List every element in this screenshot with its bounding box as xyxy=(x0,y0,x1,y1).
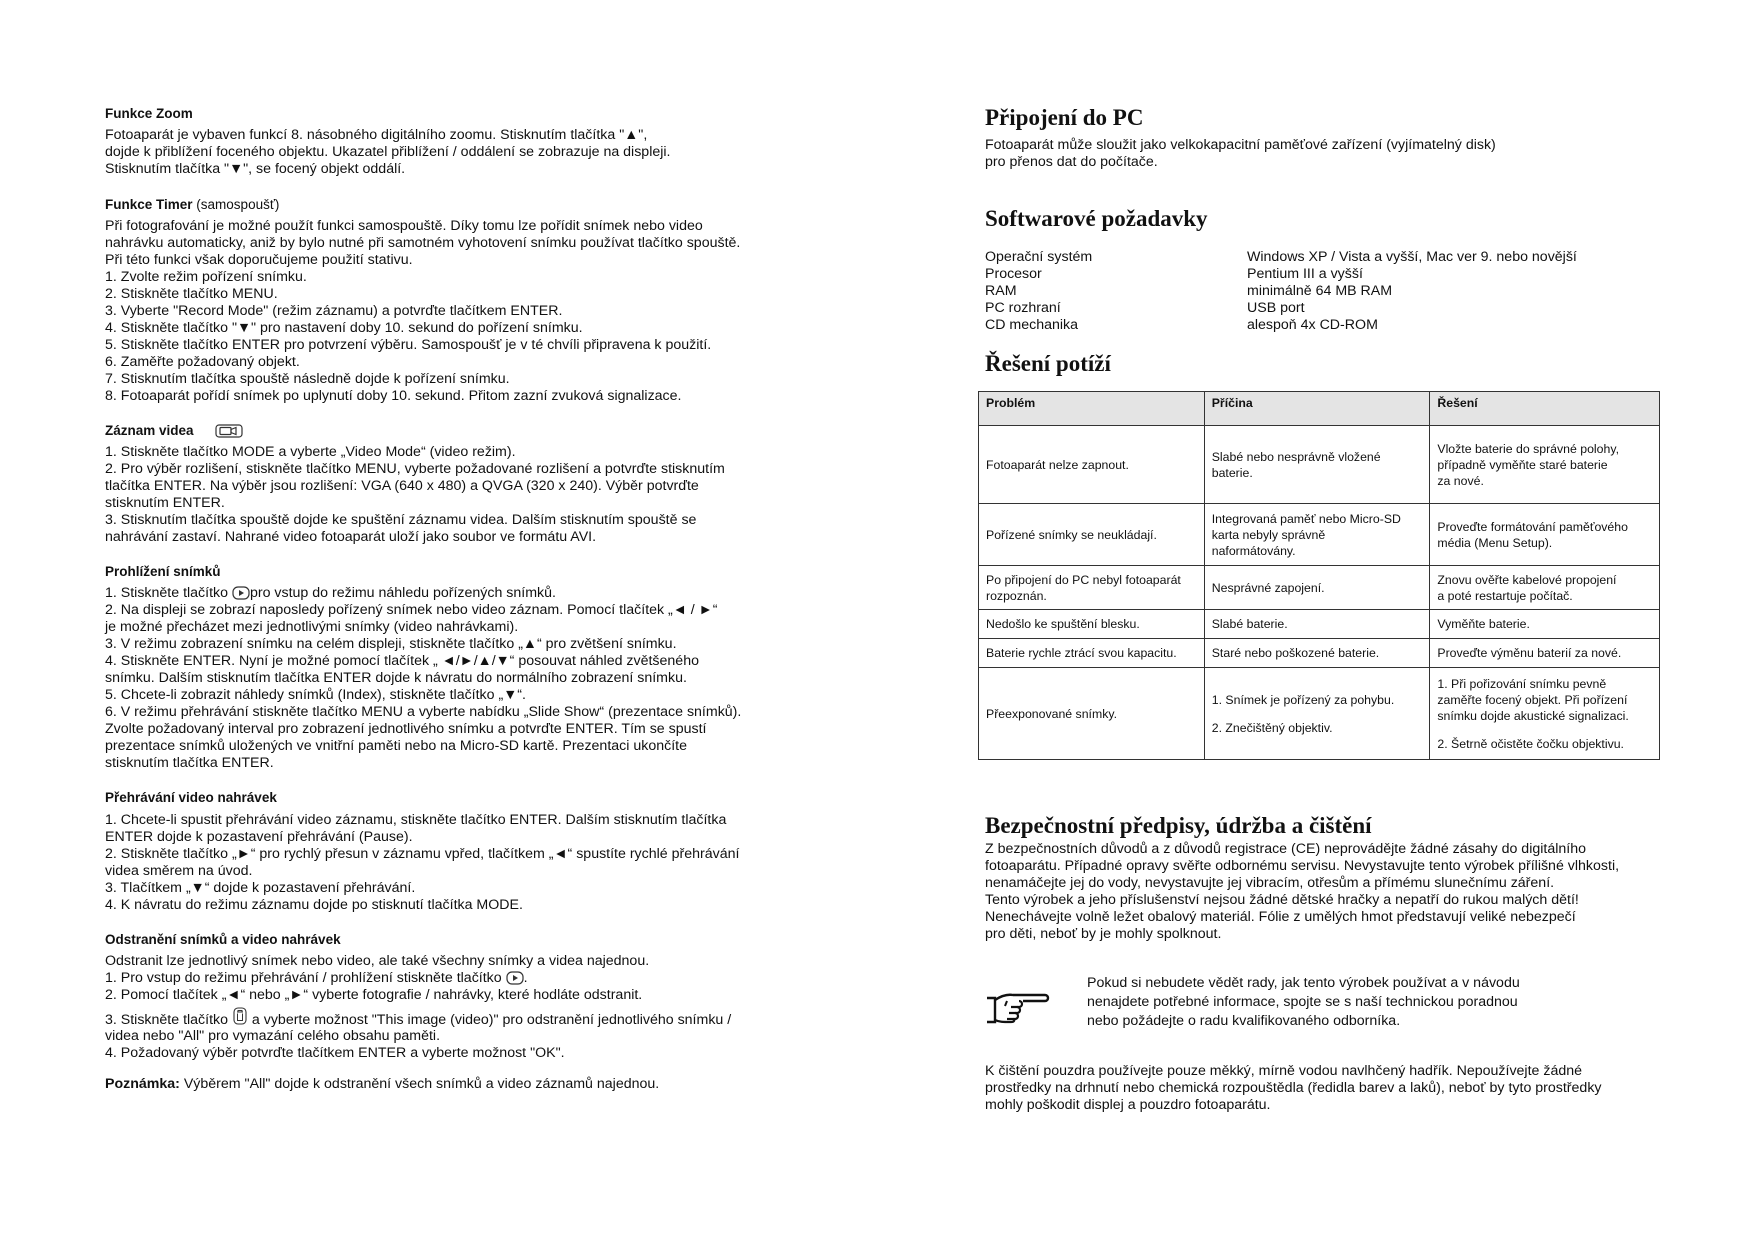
timer-text xyxy=(105,218,805,405)
hint-line: Pokud si nebudete vědět rady, jak tento výrobek používat a v návodu xyxy=(1087,975,1520,991)
cell-line: zaměřte focený objekt. Při pořízení xyxy=(1437,692,1628,707)
hint-text xyxy=(1087,975,1754,1032)
review-line: snímku. Dalším stisknutím tlačítka ENTER dojde k návratu do normálního zobrazení snímku. xyxy=(105,670,687,686)
fix-cell xyxy=(1430,504,1660,566)
fix-cell xyxy=(1430,610,1660,639)
safety-line: Tento výrobek a jeho příslušenství nejsou žádné dětské hračky a nepatří do rukou malých dětí! xyxy=(985,892,1579,908)
fix-cell xyxy=(1430,426,1660,504)
video-heading-title: Záznam videa xyxy=(105,423,194,438)
timer-heading xyxy=(105,196,279,213)
timer-line: nahrávku automaticky, aniž by bylo nutné při samotném vyhotovení snímku používat tlačítko spouště. xyxy=(105,235,741,251)
delete-text xyxy=(105,953,805,1062)
cell-line: Vyměňte baterie. xyxy=(1437,617,1530,631)
delete-line xyxy=(105,1004,805,1028)
zoom-line: Stisknutím tlačítka "▼", se focený objekt oddálí. xyxy=(105,161,406,177)
cell-line: Pořízené snímky se neukládají. xyxy=(986,527,1157,542)
table-row xyxy=(979,610,1660,639)
timer-line: 6. Zaměřte požadovaný objekt. xyxy=(105,354,300,370)
review-line: 5. Chcete-li zobrazit náhledy snímků (Index), stiskněte tlačítko „▼“. xyxy=(105,687,526,703)
cell-line: Nedošlo ke spuštění blesku. xyxy=(986,617,1140,631)
trouble-table xyxy=(978,391,1660,760)
software-table xyxy=(985,249,1655,334)
software-value: minimálně 64 MB RAM xyxy=(1247,283,1393,299)
column-header: Problém xyxy=(979,392,1205,426)
cell-line: Staré nebo poškozené baterie. xyxy=(1211,646,1380,660)
trash-icon xyxy=(232,1007,248,1030)
video-line: tlačítka ENTER. Na výběr jsou rozlišení: VGA (640 x 480) a QVGA (320 x 240). Výběr potvrďte xyxy=(105,478,699,494)
review-line: Zvolte požadovaný interval pro zobrazení jednotlivého snímku a potvrďte ENTER. Tím se spustí xyxy=(105,721,707,737)
cell-line: Slabé baterie. xyxy=(1211,617,1288,631)
playback-text xyxy=(105,812,805,914)
delete-line-end: . xyxy=(523,970,528,986)
timer-heading-suffix: (samospoušť) xyxy=(192,197,280,212)
cause-cell xyxy=(1204,426,1430,504)
safety-text xyxy=(985,841,1685,943)
table-row xyxy=(979,639,1660,668)
table-header-row xyxy=(979,392,1660,426)
safety-line: pro děti, neboť by je mohly spolknout. xyxy=(985,926,1222,942)
software-heading: Softwarové požadavky xyxy=(985,206,1208,231)
hint-line: nenajdete potřebné informace, spojte se s naší technickou poradnou xyxy=(1087,994,1518,1010)
cell-line: karta nebyly správně xyxy=(1211,527,1326,542)
cause-cell xyxy=(1204,610,1430,639)
problem-cell xyxy=(979,566,1205,610)
note-text: Výběrem "All" dojde k odstranění všech snímků a video záznamů najednou. xyxy=(179,1076,660,1092)
software-row xyxy=(985,283,1655,300)
video-line: 3. Stisknutím tlačítka spouště dojde ke spuštění záznamu videa. Dalším stisknutím spouště se xyxy=(105,512,697,528)
cell-line: Slabé nebo nesprávně vložené xyxy=(1211,449,1381,464)
cell-line: Přeexponované snímky. xyxy=(986,706,1118,721)
timer-line: 2. Stiskněte tlačítko MENU. xyxy=(105,286,278,302)
timer-line: 7. Stisknutím tlačítka spouště následně dojde k pořízení snímku. xyxy=(105,371,510,387)
delete-heading: Odstranění snímků a video nahrávek xyxy=(105,932,341,947)
software-value: alespoň 4x CD-ROM xyxy=(1247,317,1378,333)
column-header: Řešení xyxy=(1430,392,1660,426)
software-key: PC rozhraní xyxy=(985,300,1061,316)
video-line: nahrávání zastaví. Nahrané video fotoaparát uloží jako soubor ve formátu AVI. xyxy=(105,529,597,545)
video-line: stisknutím ENTER. xyxy=(105,495,225,511)
zoom-line: Fotoaparát je vybaven funkcí 8. násobného digitálního zoomu. Stisknutím tlačítka "▲", xyxy=(105,127,648,143)
playback-line: ENTER dojde k pozastavení přehrávání (Pause). xyxy=(105,829,413,845)
zoom-heading: Funkce Zoom xyxy=(105,106,193,121)
delete-line-start: 1. Pro vstup do režimu přehrávání / prohlížení stiskněte tlačítko xyxy=(105,970,506,986)
review-line: stisknutím tlačítka ENTER. xyxy=(105,755,274,771)
cell-line: případně vyměňte staré baterie xyxy=(1437,457,1608,472)
cell-line: Vložte baterie do správné polohy, xyxy=(1437,441,1619,456)
cell-spacer xyxy=(1212,708,1423,720)
software-value: Windows XP / Vista a vyšší, Mac ver 9. nebo novější xyxy=(1247,249,1577,265)
playback-line: 3. Tlačítkem „▼“ dojde k pozastavení přehrávání. xyxy=(105,880,416,896)
review-line: 4. Stiskněte ENTER. Nyní je možné pomocí tlačítek „ ◄/►/▲/▼“ posouvat náhled zvětšeného xyxy=(105,653,699,669)
cause-cell xyxy=(1204,566,1430,610)
note-label: Poznámka: xyxy=(105,1076,180,1092)
playback-line: 4. K návratu do režimu záznamu dojde po stisknutí tlačítka MODE. xyxy=(105,897,523,913)
cell-line: 2. Znečištěný objektiv. xyxy=(1211,720,1333,735)
review-line-start: 1. Stiskněte tlačítko xyxy=(105,585,232,601)
delete-line-start: 3. Stiskněte tlačítko xyxy=(105,1012,232,1028)
column-header: Příčina xyxy=(1204,392,1430,426)
playback-heading: Přehrávání video nahrávek xyxy=(105,790,277,805)
cell-spacer xyxy=(1437,724,1652,736)
problem-cell xyxy=(979,610,1205,639)
problem-cell xyxy=(979,668,1205,760)
pc-line: pro přenos dat do počítače. xyxy=(985,154,1158,170)
cell-line: Nesprávné zapojení. xyxy=(1211,580,1325,595)
video-line: 1. Stiskněte tlačítko MODE a vyberte „Video Mode“ (video režim). xyxy=(105,444,516,460)
review-heading: Prohlížení snímků xyxy=(105,564,221,579)
review-line: prezentace snímků uložených ve vnitřní paměti nebo na Micro-SD kartě. Prezentaci ukončíte xyxy=(105,738,687,754)
note xyxy=(105,1076,805,1093)
cell-line: 2. Šetrně očistěte čočku objektivu. xyxy=(1437,736,1624,751)
cause-cell xyxy=(1204,668,1430,760)
review-line xyxy=(105,585,805,602)
timer-line: 5. Stiskněte tlačítko ENTER pro potvrzení výběru. Samospoušť je v té chvíli připravena k použití. xyxy=(105,337,712,353)
video-camera-icon xyxy=(215,424,243,442)
video-text xyxy=(105,444,805,546)
software-key: CD mechanika xyxy=(985,317,1079,333)
playback-line: 2. Stiskněte tlačítko „►“ pro rychlý přesun v záznamu vpřed, tlačítkem „◄“ spustíte rychlé přehrávání xyxy=(105,846,740,862)
software-key: Operační systém xyxy=(985,249,1093,265)
fix-cell xyxy=(1430,668,1660,760)
playback-line: videa směrem na úvod. xyxy=(105,863,253,879)
timer-line: Při této funkci však doporučujeme použití stativu. xyxy=(105,252,413,268)
timer-line: 3. Vyberte "Record Mode" (režim záznamu) a potvrďte tlačítkem ENTER. xyxy=(105,303,563,319)
timer-line: 8. Fotoaparát pořídí snímek po uplynutí doby 10. sekund. Přitom zazní zvuková signalizace. xyxy=(105,388,682,404)
cell-line: snímku dojde akustické signalizaci. xyxy=(1437,708,1629,723)
trouble-heading: Řešení potíží xyxy=(985,351,1111,376)
review-line: 2. Na displeji se zobrazí naposledy pořízený snímek nebo video záznam. Pomocí tlačítek „◄ / ►“ xyxy=(105,602,718,618)
zoom-text xyxy=(105,127,805,178)
cleaning-line: mohly poškodit displej a pouzdro fotoaparátu. xyxy=(985,1097,1271,1113)
cell-line: Proveďte výměnu baterií za nové. xyxy=(1437,646,1622,660)
timer-line: Při fotografování je možné použít funkci samospouště. Díky tomu lze pořídit snímek nebo video xyxy=(105,218,703,234)
video-heading xyxy=(105,422,243,442)
cell-line: Po připojení do PC nebyl fotoaparát xyxy=(986,572,1181,587)
timer-heading-title: Funkce Timer xyxy=(105,197,193,212)
cell-line: baterie. xyxy=(1211,465,1253,480)
software-row xyxy=(985,300,1655,317)
software-key: Procesor xyxy=(985,266,1042,282)
table-row xyxy=(979,668,1660,760)
safety-line: nenamáčejte jej do vody, nevystavujte jej vibracím, otřesům a přímému slunečnímu záření. xyxy=(985,875,1555,891)
problem-cell xyxy=(979,639,1205,668)
cleaning-line: K čištění pouzdra používejte pouze měkký, mírně vodou navlhčený hadřík. Nepoužívejte žádné xyxy=(985,1063,1583,1079)
review-line: 6. V režimu přehrávání stiskněte tlačítko MENU a vyberte nabídku „Slide Show“ (prezentace snímků). xyxy=(105,704,742,720)
cleaning-text xyxy=(985,1063,1685,1114)
review-line: 3. V režimu zobrazení snímku na celém displeji, stiskněte tlačítko „▲“ pro zvětšení snímku. xyxy=(105,636,677,652)
cleaning-line: prostředky na drhnutí nebo chemická rozpouštědla (ředidla barev a laků), neboť by tyto prostředky xyxy=(985,1080,1602,1096)
cell-line: Proveďte formátování paměťového xyxy=(1437,519,1628,534)
delete-line: 4. Požadovaný výběr potvrďte tlačítkem ENTER a vyberte možnost "OK". xyxy=(105,1045,565,1061)
software-value: Pentium III a vyšší xyxy=(1247,266,1363,282)
table-row xyxy=(979,566,1660,610)
delete-line: Odstranit lze jednotlivý snímek nebo video, ale také všechny snímky a videa najednou. xyxy=(105,953,650,969)
software-value: USB port xyxy=(1247,300,1305,316)
zoom-line: dojde k přiblížení foceného objektu. Ukazatel přiblížení / oddálení se zobrazuje na displeji. xyxy=(105,144,671,160)
safety-heading: Bezpečnostní předpisy, údržba a čištění xyxy=(985,813,1372,838)
pc-line: Fotoaparát může sloužit jako velkokapacitní paměťové zařízení (vyjímatelný disk) xyxy=(985,137,1496,153)
cell-line: Baterie rychle ztrácí svou kapacitu. xyxy=(986,646,1177,660)
cell-line: 1. Snímek je pořízený za pohybu. xyxy=(1211,692,1395,707)
safety-line: Z bezpečnostních důvodů a z důvodů registrace (CE) neprovádějte žádné zásahy do digitálního xyxy=(985,841,1586,857)
table-row xyxy=(979,504,1660,566)
software-row xyxy=(985,249,1655,266)
delete-line xyxy=(105,970,805,987)
review-line-end: pro vstup do režimu náhledu pořízených snímků. xyxy=(249,585,556,601)
cell-line: rozpoznán. xyxy=(986,588,1047,603)
cell-line: Integrovaná paměť nebo Micro-SD xyxy=(1211,511,1401,526)
table-row xyxy=(979,426,1660,504)
pc-heading: Připojení do PC xyxy=(985,105,1144,130)
playback-line: 1. Chcete-li spustit přehrávání video záznamu, stiskněte tlačítko ENTER. Dalším stisknutím tlačítka xyxy=(105,812,727,828)
cell-line: 1. Při pořizování snímku pevně xyxy=(1437,676,1607,691)
hint-line: nebo požádejte o radu kvalifikovaného odborníka. xyxy=(1087,1013,1401,1029)
safety-line: Nenechávejte volně ležet obalový materiál. Fólie z umělých hmot představují veliké nebezpečí xyxy=(985,909,1576,925)
fix-cell xyxy=(1430,639,1660,668)
video-line: 2. Pro výběr rozlišení, stiskněte tlačítko MENU, vyberte požadované rozlišení a potvrďte stisknutím xyxy=(105,461,725,477)
review-text xyxy=(105,585,805,772)
pc-text xyxy=(985,137,1685,171)
software-key: RAM xyxy=(985,283,1017,299)
cause-cell xyxy=(1204,639,1430,668)
software-row xyxy=(985,266,1655,283)
cell-line: naformátovány. xyxy=(1211,543,1296,558)
review-line: je možné přecházet mezi jednotlivými snímky (video nahrávkami). xyxy=(105,619,519,635)
timer-line: 4. Stiskněte tlačítko "▼" pro nastavení doby 10. sekund do pořízení snímku. xyxy=(105,320,583,336)
delete-line: 2. Pomocí tlačítek „◄“ nebo „►“ vyberte fotografie / nahrávky, které hodláte odstranit. xyxy=(105,987,643,1003)
cell-line: Znovu ověřte kabelové propojení xyxy=(1437,572,1617,587)
delete-line-end: a vyberte možnost "This image (video)" pro odstranění jednotlivého snímku / xyxy=(247,1012,732,1028)
cell-line: za nové. xyxy=(1437,473,1484,488)
timer-line: 1. Zvolte režim pořízení snímku. xyxy=(105,269,307,285)
cause-cell xyxy=(1204,504,1430,566)
problem-cell xyxy=(979,504,1205,566)
fix-cell xyxy=(1430,566,1660,610)
pointing-hand-icon xyxy=(985,988,1051,1033)
cell-line: Fotoaparát nelze zapnout. xyxy=(986,457,1129,472)
problem-cell xyxy=(979,426,1205,504)
delete-line: videa nebo "All" pro vymazání celého obsahu paměti. xyxy=(105,1028,441,1044)
cell-line: média (Menu Setup). xyxy=(1437,535,1553,550)
software-row xyxy=(985,317,1655,334)
safety-line: fotoaparátu. Případné opravy svěřte odbornému servisu. Nevystavujte tento výrobek přílišné vlhkosti, xyxy=(985,858,1620,874)
cell-line: a poté restartuje počítač. xyxy=(1437,588,1573,603)
note-line xyxy=(105,1076,805,1093)
